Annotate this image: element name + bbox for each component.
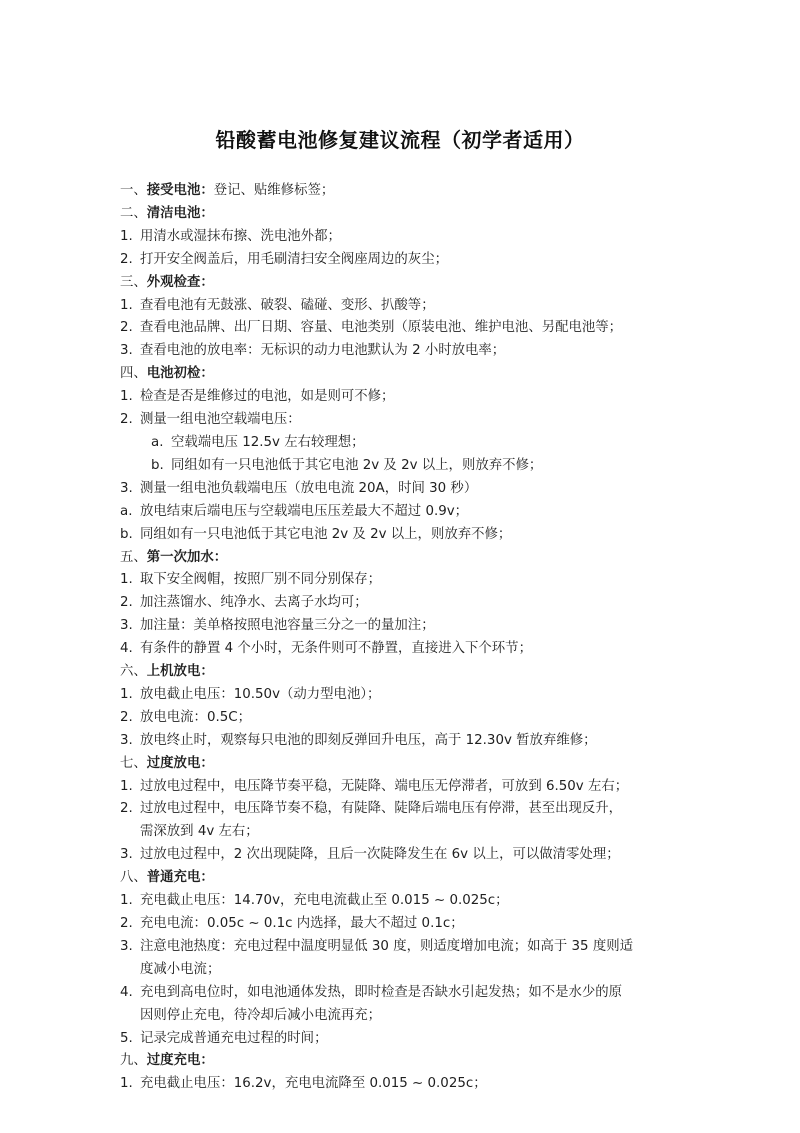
section-number: 四、 [120, 366, 147, 382]
section-heading [120, 180, 680, 203]
section-title: 外观检查： [146, 274, 214, 290]
document-body [120, 180, 680, 1096]
list-item-text: 过放电过程中，电压降节奏不稳，有陡降、陡降后端电压有停滞，甚至出现反升， [140, 801, 623, 817]
list-item [120, 615, 680, 638]
list-marker: 5. [120, 1030, 133, 1046]
list-item [120, 684, 680, 707]
list-marker: 3. [120, 343, 133, 359]
list-item-text: 过放电过程中，2 次出现陡降，且后一次陡降发生在 6v 以上，可以做清零处理； [140, 847, 620, 863]
list-marker: 3. [120, 847, 133, 863]
list-item-text: 充电电流：0.05c ~ 0.1c 内选择，最大不超过 0.1c； [140, 916, 464, 931]
list-item [120, 638, 680, 661]
list-marker: 2. [120, 320, 133, 336]
list-item-text: 充电截止电压：16.2v，充电电流降至 0.015 ~ 0.025c； [140, 1076, 487, 1092]
list-marker: 4. [120, 641, 133, 657]
list-item-text: 检查是否是维修过的电池，如是则可不修； [140, 389, 395, 405]
section-heading [120, 1050, 680, 1073]
list-marker: 2. [120, 595, 133, 611]
list-item [120, 844, 680, 867]
list-marker: b. [120, 526, 133, 542]
list-item-text: 有条件的静置 4 个小时，无条件则可不静置，直接进入下个环节； [140, 641, 532, 657]
list-item-continuation: 需深放到 4v 左右； [140, 824, 259, 840]
sub-list-item [120, 455, 680, 478]
list-item [120, 226, 680, 249]
list-marker: 1. [120, 778, 133, 794]
list-item [120, 592, 680, 615]
section-inline-text: 登记、贴维修标签； [213, 183, 335, 198]
list-item [120, 890, 680, 913]
list-item-text: 测量一组电池负载端电压（放电电流 20A，时间 30 秒） [140, 480, 478, 496]
list-item [120, 798, 680, 844]
list-item-text: 查看电池有无鼓涨、破裂、磕碰、变形、扒酸等； [140, 297, 435, 313]
section-title: 过度放电： [146, 755, 214, 771]
list-item-text: 取下安全阀帽，按照厂别不同分别保存； [140, 572, 382, 588]
list-item [120, 478, 680, 501]
section-title: 第一次加水： [146, 549, 228, 565]
list-item [120, 982, 680, 1028]
list-item-continuation: 度减小电流； [140, 961, 221, 977]
list-item [120, 1028, 680, 1051]
section-heading [120, 363, 680, 386]
list-item [120, 386, 680, 409]
section-heading [120, 272, 680, 295]
section-number: 九、 [120, 1053, 147, 1069]
list-marker: 3. [120, 480, 133, 496]
list-item-continuation: 因则停止充电，待冷却后减小电流再充； [140, 1007, 382, 1023]
list-item-text: 同组如有一只电池低于其它电池 2v 及 2v 以上，则放弃不修； [140, 526, 512, 542]
list-marker: 1. [120, 686, 133, 702]
list-marker: a. [120, 503, 133, 519]
list-item-text: 加注量：美单格按照电池容量三分之一的量加注； [140, 618, 435, 634]
list-item-text: 同组如有一只电池低于其它电池 2v 及 2v 以上，则放弃不修； [171, 457, 543, 473]
section-number: 八、 [120, 870, 147, 886]
list-marker: b. [151, 457, 164, 473]
list-item-text: 查看电池的放电率：无标识的动力电池默认为 2 小时放电率； [140, 343, 506, 359]
section-heading [120, 753, 680, 776]
list-item [120, 501, 680, 524]
section-title: 上机放电： [146, 664, 214, 680]
section-number: 二、 [120, 205, 147, 221]
list-marker: 3. [120, 618, 133, 634]
list-marker: 3. [120, 938, 133, 954]
section-title: 清洁电池： [146, 205, 214, 221]
section-title: 过度充电： [146, 1053, 214, 1069]
list-item-text: 空载端电压 12.5v 左右较理想； [171, 434, 365, 450]
section-heading [120, 867, 680, 890]
list-item-text: 加注蒸馏水、纯净水、去离子水均可； [140, 595, 368, 611]
list-marker: 2. [120, 916, 133, 931]
list-marker: 1. [120, 893, 133, 909]
list-item-text: 充电到高电位时，如电池通体发热，即时检查是否缺水引起发热；如不是水少的原 [140, 984, 623, 1000]
list-marker: 2. [120, 412, 133, 428]
list-item [120, 569, 680, 592]
list-item-text: 打开安全阀盖后，用毛刷清扫安全阀座周边的灰尘； [140, 251, 448, 267]
list-item [120, 317, 680, 340]
list-item-text: 用清水或湿抹布擦、洗电池外都； [140, 228, 341, 244]
list-item [120, 295, 680, 318]
list-marker: 2. [120, 251, 133, 267]
list-item [120, 340, 680, 363]
section-title: 普通充电： [146, 870, 214, 886]
section-heading [120, 547, 680, 570]
list-marker: 3. [120, 732, 133, 748]
list-item [120, 707, 680, 730]
list-marker: 1. [120, 297, 133, 313]
list-marker: a. [151, 434, 164, 450]
list-item-text: 记录完成普通充电过程的时间； [140, 1030, 328, 1046]
list-item-text: 放电结束后端电压与空载端电压压差最大不超过 0.9v； [140, 503, 469, 519]
section-heading [120, 203, 680, 226]
list-marker: 1. [120, 389, 133, 405]
section-number: 一、 [120, 183, 147, 198]
list-item [120, 1073, 680, 1096]
list-item [120, 913, 680, 936]
list-marker: 1. [120, 1076, 133, 1092]
list-item [120, 936, 680, 982]
list-item-text: 放电终止时，观察每只电池的即刻反弹回升电压，高于 12.30v 暂放弃维修； [140, 732, 597, 748]
list-item [120, 409, 680, 432]
list-item-text: 充电截止电压：14.70v，充电电流截止至 0.015 ~ 0.025c； [140, 893, 509, 909]
list-marker: 1. [120, 228, 133, 244]
section-number: 六、 [120, 664, 147, 680]
list-item [120, 776, 680, 799]
list-marker: 2. [120, 801, 133, 817]
document-title: 铅酸蓄电池修复建议流程（初学者适用） [215, 128, 585, 152]
section-number: 七、 [120, 755, 147, 771]
section-heading [120, 661, 680, 684]
list-marker: 4. [120, 984, 133, 1000]
list-item-text: 过放电过程中，电压降节奏平稳，无陡降、端电压无停滞者，可放到 6.50v 左右； [140, 778, 629, 794]
list-item [120, 524, 680, 547]
list-item-text: 放电电流：0.5C； [140, 709, 251, 725]
list-item-text: 查看电池品牌、出厂日期、容量、电池类别（原装电池、维护电池、另配电池等； [140, 320, 623, 336]
section-title: 接受电池： [146, 183, 214, 198]
list-item-text: 放电截止电压：10.50v（动力型电池）； [140, 686, 381, 702]
list-marker: 1. [120, 572, 133, 588]
list-marker: 2. [120, 709, 133, 725]
list-item [120, 249, 680, 272]
list-item-text: 注意电池热度：充电过程中温度明显低 30 度，则适度增加电流；如高于 35 度则适 [140, 938, 633, 954]
section-number: 三、 [120, 274, 147, 290]
list-item [120, 730, 680, 753]
list-item-text: 测量一组电池空载端电压： [140, 412, 301, 428]
sub-list-item [120, 432, 680, 455]
section-title: 电池初检： [146, 366, 214, 382]
section-number: 五、 [120, 549, 147, 565]
